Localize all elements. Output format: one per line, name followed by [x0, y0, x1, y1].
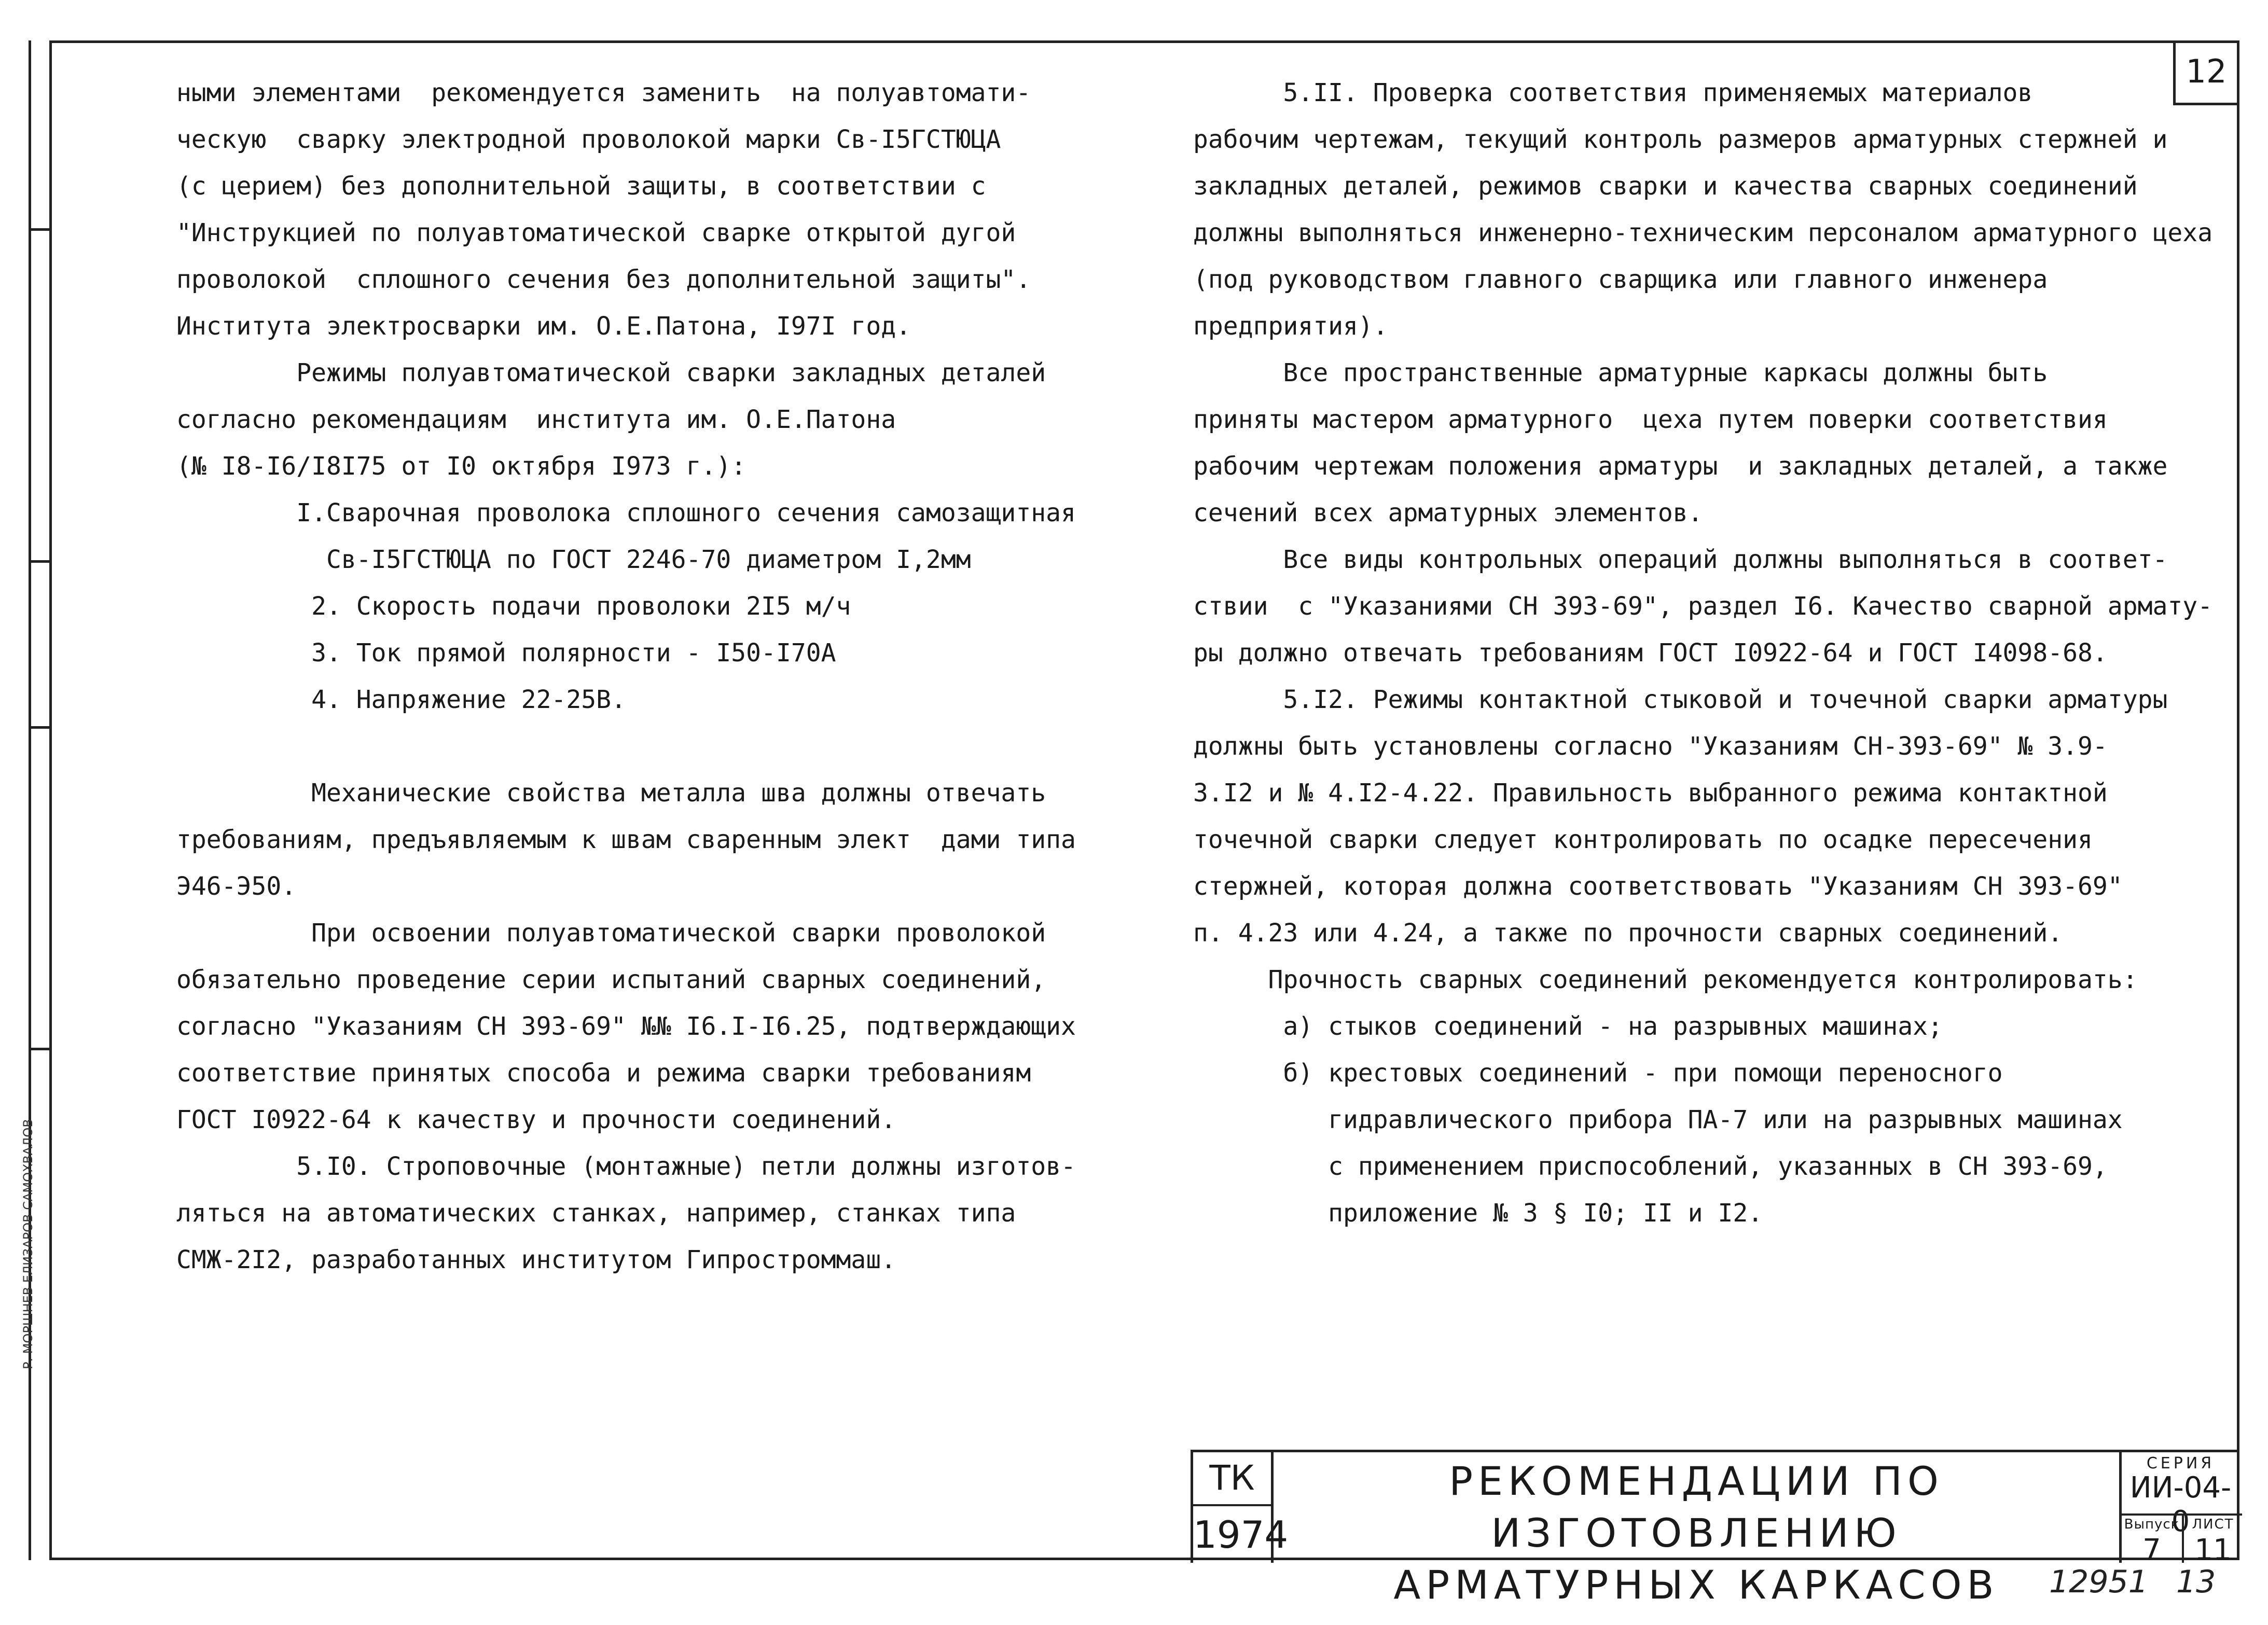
left-column-line: СМЖ-2I2, разработанных институтом Гипростроммаш. [176, 1245, 896, 1274]
right-column-line: должны выполняться инженерно-техническим персоналом арматурного цеха [1193, 218, 2213, 247]
left-column-line: Механические свойства металла шва должны отвечать [176, 779, 1046, 808]
right-column-line: должны быть установлены согласно "Указаниям СН-393-69" № 3.9- [1193, 732, 2108, 761]
left-column-line: 5.I0. Строповочные (монтажные) петли должны изготов- [176, 1152, 1076, 1181]
sheet-number: 12 [2173, 40, 2239, 105]
right-column-line: гидравлического прибора ПА-7 или на разрывных машинах [1193, 1105, 2123, 1134]
sheet-cell [2184, 1513, 2242, 1567]
left-column-line: 2. Скорость подачи проволоки 2I5 м/ч [176, 592, 851, 621]
right-column-line: Прочность сварных соединений рекомендуется контролировать: [1193, 965, 2138, 994]
left-column-line: требованиям, предъявляемым к швам сваренным элект дами типа [176, 825, 1076, 854]
left-text-column [176, 70, 1076, 1283]
left-column-line: I.Сварочная проволока сплошного сечения самозащитная [176, 498, 1076, 527]
issue-label: Выпуск [2124, 1517, 2180, 1532]
right-column-line: ствии с "Указаниями СН 393-69", раздел I6. Качество сварной армату- [1193, 592, 2213, 621]
sheet-value: 11 [2194, 1533, 2232, 1567]
right-column-line: а) стыков соединений - на разрывных машинах; [1193, 1012, 1943, 1041]
left-column-line [176, 723, 1076, 770]
left-column-line: ГОСТ I0922-64 к качеству и прочности соединений. [176, 1105, 896, 1134]
margin-notch [29, 1048, 52, 1050]
left-column-line: соответствие принятых способа и режима сварки требованиям [176, 1059, 1031, 1088]
left-column-line: ными элементами рекомендуется заменить на полуавтомати- [176, 78, 1031, 107]
issue-value: 7 [2142, 1533, 2161, 1567]
right-column-line: 3.I2 и № 4.I2-4.22. Правильность выбранного режима контактной [1193, 779, 2108, 808]
right-column-line: 5.I2. Режимы контактной стыковой и точечной сварки арматуры [1193, 685, 2168, 714]
left-column-line: Э46-Э50. [176, 872, 297, 901]
year: 1974 [1191, 1504, 1274, 1563]
right-column-line: п. 4.23 или 4.24, а также по прочности сварных соединений. [1193, 919, 2063, 948]
right-column-line: Все виды контрольных операций должны выполняться в соответ- [1193, 545, 2168, 574]
right-column-line: предприятия). [1193, 312, 1388, 341]
left-column-line: (№ I8-I6/I8I75 от I0 октября I973 г.): [176, 452, 746, 481]
right-column-line: с применением приспособлений, указанных в СН 393-69, [1193, 1152, 2108, 1181]
right-column-line: приняты мастером арматурного цеха путем поверки соответствия [1193, 405, 2108, 434]
page-counter: 13 [2176, 1564, 2216, 1600]
right-column-line: ры должно отвечать требованиям ГОСТ I0922-64 и ГОСТ I4098-68. [1193, 638, 2108, 668]
right-column-line: сечений всех арматурных элементов. [1193, 498, 1703, 527]
right-column-line: приложение № 3 § I0; II и I2. [1193, 1199, 1763, 1228]
margin-notch [29, 726, 52, 729]
left-column-line: согласно "Указаниям СН 393-69" №№ I6.I-I6.25, подтверждающих [176, 1012, 1076, 1041]
side-signature-stamp: Р. МОРШНЕВ ЕЛИЗАРОВ САМОХВАЛОВ [21, 1119, 35, 1369]
right-column-line: точечной сварки следует контролировать по осадке пересечения [1193, 825, 2093, 854]
left-column-line: проволокой сплошного сечения без дополнительной защиты". [176, 265, 1031, 294]
series-cell [2119, 1452, 2239, 1567]
title-line-1: РЕКОМЕНДАЦИИ ПО ИЗГОТОВЛЕНИЮ [1449, 1458, 1944, 1556]
series-value: ИИ-04-0 [2129, 1471, 2232, 1538]
margin-notch [29, 228, 52, 231]
left-column-line: При освоении полуавтоматической сварки проволокой [176, 919, 1046, 948]
issue-cell [2122, 1513, 2184, 1567]
right-column-line: 5.II. Проверка соответствия применяемых материалов [1193, 78, 2033, 107]
left-column-line: Института электросварки им. О.Е.Патона, I97I год. [176, 312, 911, 341]
left-column-line: 3. Ток прямой полярности - I50-I70А [176, 638, 836, 668]
title-line-2: АРМАТУРНЫХ КАРКАСОВ [1393, 1562, 1999, 1608]
right-column-line: стержней, которая должна соответствовать "Указаниям СН 393-69" [1193, 872, 2123, 901]
left-column-line: "Инструкцией по полуавтоматической сварке открытой дугой [176, 218, 1016, 247]
right-column-line: б) крестовых соединений - при помощи переносного [1193, 1059, 2003, 1088]
right-text-column [1193, 70, 2212, 1237]
inventory-number: 12951 [2049, 1564, 2148, 1600]
left-column-line: ляться на автоматических станках, например, станках типа [176, 1199, 1016, 1228]
margin-notch [29, 560, 52, 563]
left-column-line: 4. Напряжение 22-25В. [176, 685, 626, 714]
right-column-line: закладных деталей, режимов сварки и качества сварных соединений [1193, 172, 2138, 201]
left-column-line: согласно рекомендациям института им. О.Е.Патона [176, 405, 896, 434]
org-code: ТК [1191, 1452, 1274, 1504]
sheet-label: ЛИСТ [2192, 1517, 2234, 1532]
left-column-line: Св-I5ГСТЮЦА по ГОСТ 2246-70 диаметром I,2мм [176, 545, 971, 574]
right-column-line: (под руководством главного сварщика или главного инженера [1193, 265, 2048, 294]
left-column-line: обязательно проведение серии испытаний сварных соединений, [176, 965, 1046, 994]
left-column-line: ческую сварку электродной проволокой марки Св-I5ГСТЮЦА [176, 125, 1001, 154]
left-column-line: (с церием) без дополнительной защиты, в соответствии с [176, 172, 986, 201]
left-column-line: Режимы полуавтоматической сварки закладных деталей [176, 358, 1046, 387]
series-label: СЕРИЯ [2146, 1454, 2215, 1473]
right-column-line: рабочим чертежам положения арматуры и закладных деталей, а также [1193, 452, 2168, 481]
right-column-line: рабочим чертежам, текущий контроль размеров арматурных стержней и [1193, 125, 2168, 154]
right-column-line: Все пространственные арматурные каркасы должны быть [1193, 358, 2048, 387]
